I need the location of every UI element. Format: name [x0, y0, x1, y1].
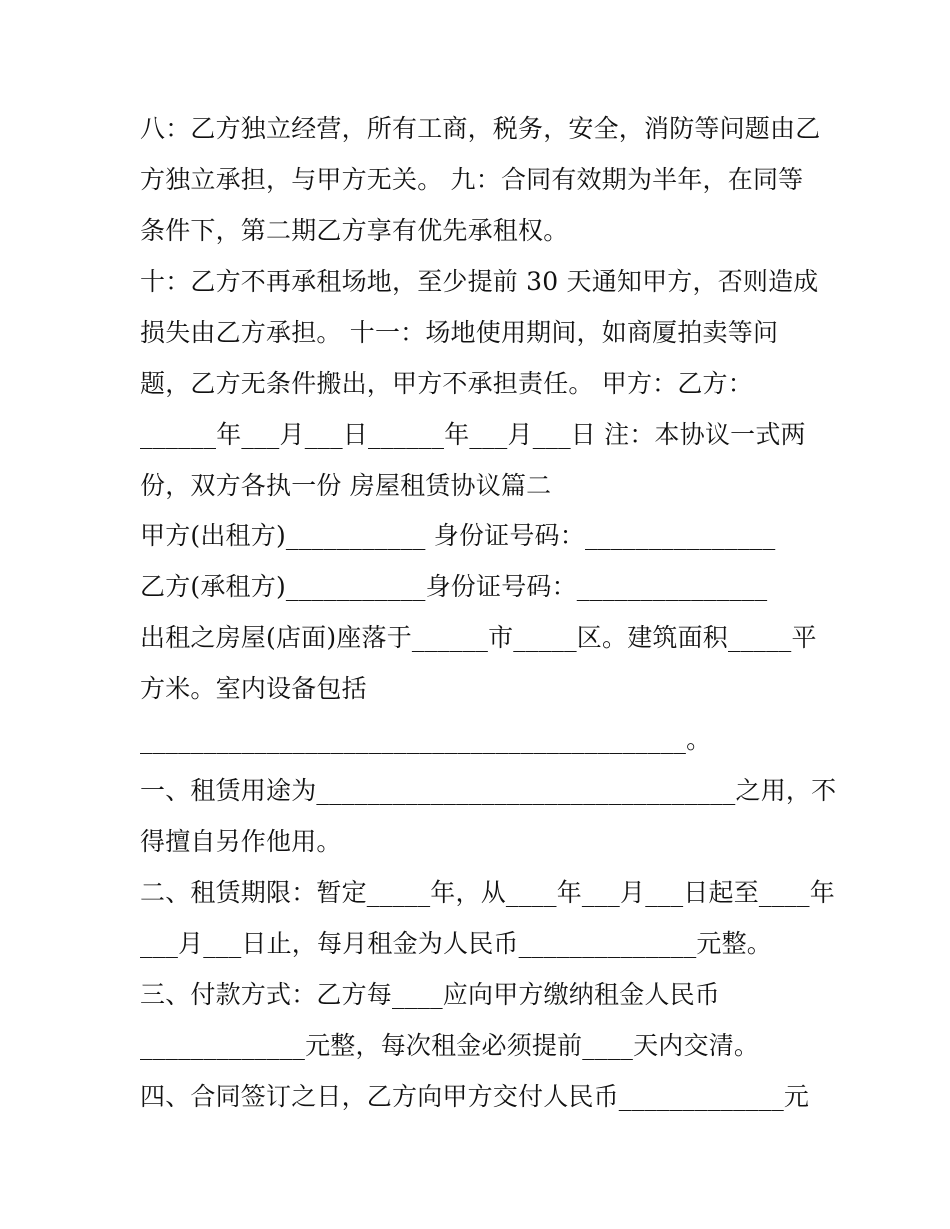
text-line: 损失由乙方承担。 十一：场地使用期间，如商厦拍卖等问: [140, 318, 779, 347]
text-line: 四、合同签订之日，乙方向甲方交付人民币_____________元: [140, 1082, 810, 1111]
text-line: 份，双方各执一份 房屋租赁协议篇二: [140, 471, 552, 500]
text-line: ___________________________________________。: [140, 725, 712, 754]
text-line: ______年___月___日______年___月___日 注：本协议一式两: [140, 420, 806, 449]
text-line: 甲方(出租方)___________ 身份证号码：_______________: [140, 521, 776, 550]
text-line: 一、租赁用途为_________________________________之用，不: [140, 776, 837, 805]
text-line: 方米。室内设备包括: [140, 674, 367, 703]
text-line: 三、付款方式：乙方每____应向甲方缴纳租金人民币: [140, 980, 721, 1009]
text-line: ___月___日止，每月租金为人民币______________元整。: [140, 929, 773, 958]
text-line: 条件下，第二期乙方享有优先承租权。: [140, 216, 569, 245]
text-line: 十：乙方不再承租场地，至少提前 30 天通知甲方，否则造成: [140, 267, 819, 296]
text-line: 题，乙方无条件搬出，甲方不承担责任。 甲方：乙方：: [140, 369, 753, 398]
text-line: 得擅自另作他用。: [140, 827, 342, 856]
text-line: 八：乙方独立经营，所有工商，税务，安全，消防等问题由乙: [140, 114, 821, 143]
text-line: _____________元整，每次租金必须提前____天内交清。: [140, 1031, 760, 1060]
text-line: 二、租赁期限：暂定_____年，从____年___月___日起至____年: [140, 878, 835, 907]
text-line: 乙方(承租方)___________身份证号码：_______________: [140, 572, 768, 601]
text-line: 方独立承担，与甲方无关。 九：合同有效期为半年，在同等: [140, 165, 804, 194]
text-line: 出租之房屋(店面)座落于______市_____区。建筑面积_____平: [140, 623, 817, 652]
